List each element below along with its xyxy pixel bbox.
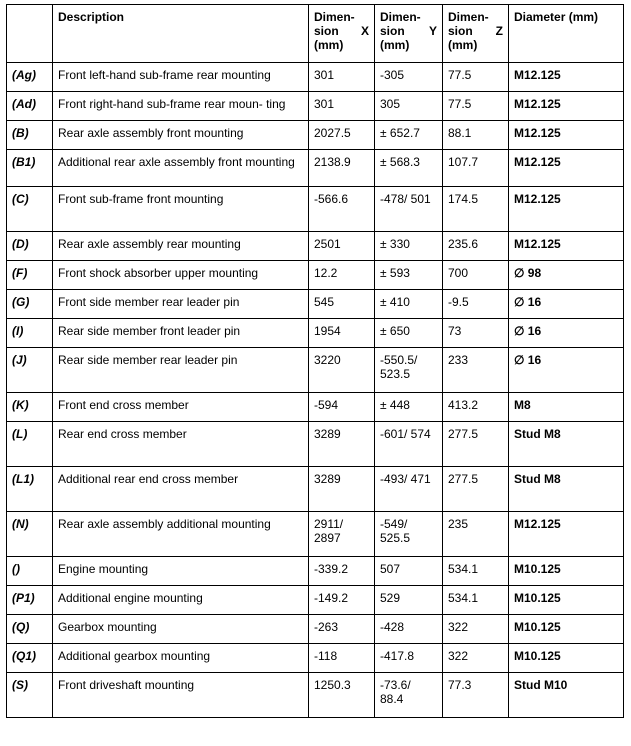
row-diameter: M8 xyxy=(509,393,624,422)
row-dimension-z: 77.5 xyxy=(443,63,509,92)
row-dimension-z: 534.1 xyxy=(443,586,509,615)
row-diameter: ∅ 98 xyxy=(509,261,624,290)
row-description: Front sub-frame front mounting xyxy=(53,187,309,232)
row-dimension-z: 700 xyxy=(443,261,509,290)
row-diameter: Stud M8 xyxy=(509,422,624,467)
row-code: (C) xyxy=(7,187,53,232)
row-dimension-x: 2911/ 2897 xyxy=(309,512,375,557)
row-dimension-y: -601/ 574 xyxy=(375,422,443,467)
dimensions-table xyxy=(6,4,624,718)
row-description: Front driveshaft mounting xyxy=(53,673,309,718)
row-code: (S) xyxy=(7,673,53,718)
row-dimension-z: 277.5 xyxy=(443,467,509,512)
row-dimension-x: 3220 xyxy=(309,348,375,393)
row-description: Front left-hand sub-frame rear mounting xyxy=(53,63,309,92)
row-dimension-z: 534.1 xyxy=(443,557,509,586)
row-code: (Q) xyxy=(7,615,53,644)
row-dimension-z: 235.6 xyxy=(443,232,509,261)
row-description: Front end cross member xyxy=(53,393,309,422)
row-description: Rear axle assembly front mounting xyxy=(53,121,309,150)
row-diameter: ∅ 16 xyxy=(509,348,624,393)
row-dimension-y: -417.8 xyxy=(375,644,443,673)
table-row xyxy=(7,644,624,673)
row-code: (F) xyxy=(7,261,53,290)
row-dimension-x: 2138.9 xyxy=(309,150,375,187)
row-dimension-x: -566.6 xyxy=(309,187,375,232)
table-body xyxy=(7,63,624,718)
row-code: (J) xyxy=(7,348,53,393)
row-diameter: M10.125 xyxy=(509,644,624,673)
row-diameter: M12.125 xyxy=(509,63,624,92)
row-code: (N) xyxy=(7,512,53,557)
table-row xyxy=(7,261,624,290)
row-dimension-z: 322 xyxy=(443,615,509,644)
row-dimension-x: 12.2 xyxy=(309,261,375,290)
row-diameter: M12.125 xyxy=(509,150,624,187)
row-dimension-y: ± 650 xyxy=(375,319,443,348)
row-code: (I) xyxy=(7,319,53,348)
table-row xyxy=(7,422,624,467)
header-code xyxy=(7,5,53,63)
row-dimension-x: 1250.3 xyxy=(309,673,375,718)
row-code: (D) xyxy=(7,232,53,261)
row-description: Gearbox mounting xyxy=(53,615,309,644)
row-dimension-y: ± 593 xyxy=(375,261,443,290)
row-dimension-y: -549/ 525.5 xyxy=(375,512,443,557)
row-dimension-x: -594 xyxy=(309,393,375,422)
row-dimension-z: 88.1 xyxy=(443,121,509,150)
row-dimension-z: 174.5 xyxy=(443,187,509,232)
row-dimension-x: 301 xyxy=(309,92,375,121)
row-diameter: M12.125 xyxy=(509,187,624,232)
row-code: () xyxy=(7,557,53,586)
row-diameter: M12.125 xyxy=(509,512,624,557)
row-code: (P1) xyxy=(7,586,53,615)
row-description: Additional rear end cross member xyxy=(53,467,309,512)
row-diameter: M10.125 xyxy=(509,557,624,586)
table-row xyxy=(7,150,624,187)
row-diameter: M12.125 xyxy=(509,232,624,261)
row-dimension-z: 413.2 xyxy=(443,393,509,422)
table-row xyxy=(7,673,624,718)
table-row xyxy=(7,467,624,512)
row-diameter: Stud M8 xyxy=(509,467,624,512)
row-dimension-y: -73.6/ 88.4 xyxy=(375,673,443,718)
row-dimension-y: 305 xyxy=(375,92,443,121)
row-dimension-x: 2027.5 xyxy=(309,121,375,150)
row-description: Additional engine mounting xyxy=(53,586,309,615)
row-dimension-z: 235 xyxy=(443,512,509,557)
table-row xyxy=(7,121,624,150)
row-description: Front shock absorber upper mounting xyxy=(53,261,309,290)
row-description: Additional gearbox mounting xyxy=(53,644,309,673)
row-dimension-x: 3289 xyxy=(309,422,375,467)
row-dimension-z: 77.5 xyxy=(443,92,509,121)
row-dimension-y: 507 xyxy=(375,557,443,586)
row-dimension-z: 73 xyxy=(443,319,509,348)
row-description: Rear axle assembly rear mounting xyxy=(53,232,309,261)
row-dimension-y: ± 330 xyxy=(375,232,443,261)
row-code: (L) xyxy=(7,422,53,467)
table-row xyxy=(7,615,624,644)
row-dimension-y: -428 xyxy=(375,615,443,644)
row-code: (Ag) xyxy=(7,63,53,92)
row-dimension-y: -493/ 471 xyxy=(375,467,443,512)
row-dimension-z: 233 xyxy=(443,348,509,393)
row-diameter: M10.125 xyxy=(509,586,624,615)
row-code: (K) xyxy=(7,393,53,422)
row-description: Front side member rear leader pin xyxy=(53,290,309,319)
row-dimension-z: 107.7 xyxy=(443,150,509,187)
row-diameter: ∅ 16 xyxy=(509,290,624,319)
table-row xyxy=(7,319,624,348)
row-description: Rear axle assembly additional mounting xyxy=(53,512,309,557)
row-dimension-z: 322 xyxy=(443,644,509,673)
row-diameter: M12.125 xyxy=(509,121,624,150)
row-dimension-x: 301 xyxy=(309,63,375,92)
header-dimension-x: Dimen- sion X (mm) xyxy=(309,5,375,63)
header-diameter: Diameter (mm) xyxy=(509,5,624,63)
row-code: (Q1) xyxy=(7,644,53,673)
row-description: Rear side member rear leader pin xyxy=(53,348,309,393)
row-description: Rear end cross member xyxy=(53,422,309,467)
row-description: Additional rear axle assembly front mounting xyxy=(53,150,309,187)
table-row xyxy=(7,557,624,586)
row-description: Front right-hand sub-frame rear moun- ting xyxy=(53,92,309,121)
table-row xyxy=(7,586,624,615)
row-dimension-y: -478/ 501 xyxy=(375,187,443,232)
row-diameter: Stud M10 xyxy=(509,673,624,718)
row-code: (G) xyxy=(7,290,53,319)
row-dimension-y: ± 448 xyxy=(375,393,443,422)
row-dimension-y: ± 652.7 xyxy=(375,121,443,150)
row-dimension-y: -550.5/ 523.5 xyxy=(375,348,443,393)
row-diameter: ∅ 16 xyxy=(509,319,624,348)
row-dimension-z: 77.3 xyxy=(443,673,509,718)
table-row xyxy=(7,92,624,121)
row-dimension-x: -149.2 xyxy=(309,586,375,615)
row-code: (B1) xyxy=(7,150,53,187)
row-dimension-x: 1954 xyxy=(309,319,375,348)
table-row xyxy=(7,348,624,393)
row-code: (B) xyxy=(7,121,53,150)
header-row xyxy=(7,5,624,63)
row-dimension-x: -263 xyxy=(309,615,375,644)
row-dimension-x: 545 xyxy=(309,290,375,319)
row-dimension-x: 3289 xyxy=(309,467,375,512)
table-row xyxy=(7,393,624,422)
table-row xyxy=(7,63,624,92)
row-code: (L1) xyxy=(7,467,53,512)
row-dimension-y: 529 xyxy=(375,586,443,615)
table-row xyxy=(7,187,624,232)
header-dimension-y: Dimen- sion Y (mm) xyxy=(375,5,443,63)
header-description: Description xyxy=(53,5,309,63)
table-row xyxy=(7,512,624,557)
row-dimension-y: ± 410 xyxy=(375,290,443,319)
row-dimension-z: -9.5 xyxy=(443,290,509,319)
row-description: Engine mounting xyxy=(53,557,309,586)
row-dimension-x: 2501 xyxy=(309,232,375,261)
row-dimension-y: ± 568.3 xyxy=(375,150,443,187)
row-dimension-z: 277.5 xyxy=(443,422,509,467)
row-dimension-x: -339.2 xyxy=(309,557,375,586)
row-diameter: M12.125 xyxy=(509,92,624,121)
table-row xyxy=(7,232,624,261)
row-description: Rear side member front leader pin xyxy=(53,319,309,348)
row-diameter: M10.125 xyxy=(509,615,624,644)
header-dimension-z: Dimen- sion Z (mm) xyxy=(443,5,509,63)
row-code: (Ad) xyxy=(7,92,53,121)
row-dimension-y: -305 xyxy=(375,63,443,92)
row-dimension-x: -118 xyxy=(309,644,375,673)
table-row xyxy=(7,290,624,319)
